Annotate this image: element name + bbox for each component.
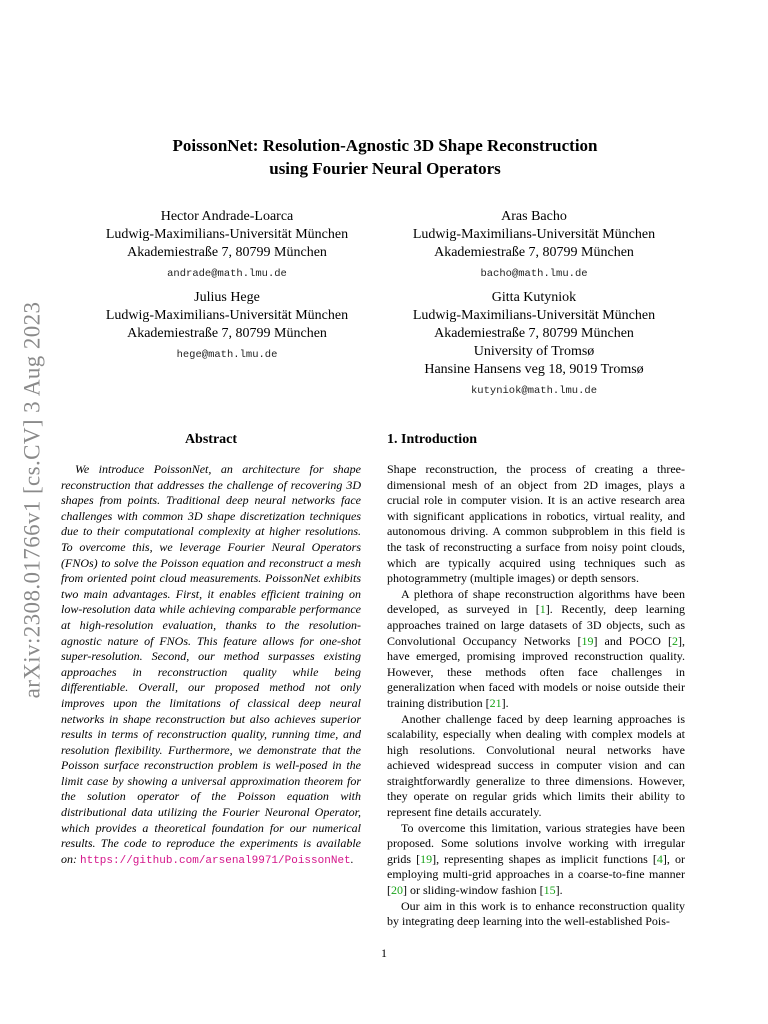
text: ]. xyxy=(501,695,509,710)
text: ], have emerged, promising improved reconstruction quality. However, these methods often face challenges in generalization when faced with models or noise outside their training distribution [ xyxy=(387,633,685,710)
author-affiliation: Ludwig-Maximilians-Universität München xyxy=(105,308,349,323)
citation-link[interactable]: 19 xyxy=(420,851,433,866)
title-line-1: PoissonNet: Resolution-Agnostic 3D Shape Reconstruction xyxy=(172,136,598,155)
citation-link[interactable]: 21 xyxy=(489,695,502,710)
text: To overcome this limitation, various strategies have been proposed. Some solutions involve working with irregular grids [ xyxy=(387,820,685,866)
intro-paragraph-4 xyxy=(387,821,685,899)
citation-link[interactable]: 15 xyxy=(543,883,556,898)
author-email[interactable]: bacho@math.lmu.de xyxy=(480,268,588,280)
text: ] or sliding-window fashion [ xyxy=(403,883,544,898)
text: ], or employing multi-grid approaches in a coarse-to-fine manner [ xyxy=(387,851,686,898)
author-address: Akademiestraße 7, 80799 München xyxy=(434,326,634,341)
abstract-text xyxy=(61,462,361,869)
author-affiliation-2: University of Tromsø xyxy=(473,344,595,359)
author-name: Julius Hege xyxy=(194,290,260,305)
intro-heading: 1. Introduction xyxy=(387,432,477,447)
author-name: Gitta Kutyniok xyxy=(491,290,577,305)
intro-paragraph-5: Our aim in this work is to enhance reconstruction quality by integrating deep learning into the well-established Pois- xyxy=(387,898,685,929)
author-address: Akademiestraße 7, 80799 München xyxy=(127,245,327,260)
author-email[interactable]: kutyniok@math.lmu.de xyxy=(470,385,598,397)
abstract-heading: Abstract xyxy=(184,432,238,447)
page-number: 1 xyxy=(381,946,387,960)
author-block xyxy=(385,208,683,283)
text: ] and POCO [ xyxy=(593,633,672,648)
text: ]. Recently, deep learning approaches trained on large datasets of 3D objects, such as Convolutional Occupancy Networks [ xyxy=(387,602,685,648)
author-email[interactable]: andrade@math.lmu.de xyxy=(167,268,287,280)
introduction-section xyxy=(387,430,685,930)
author-affiliation: Ludwig-Maximilians-Universität München xyxy=(105,227,349,242)
intro-paragraph-3: Another challenge faced by deep learning approaches is scalability, especially when dealing with complex models at high resolutions. Convolutional neural networks have achieved widespread success in computer vision and can straightforwardly generalize to three dimensions. However, they operate on regular grids which limits their ability to represent fine details accurately. xyxy=(387,711,685,820)
author-address: Akademiestraße 7, 80799 München xyxy=(434,245,634,260)
citation-link[interactable]: 4 xyxy=(656,851,663,866)
citation-link[interactable]: 2 xyxy=(672,633,678,648)
abstract-end: . xyxy=(350,851,354,866)
author-email[interactable]: hege@math.lmu.de xyxy=(176,349,278,361)
author-name: Hector Andrade-Loarca xyxy=(160,209,294,224)
author-affiliation: Ludwig-Maximilians-Universität München xyxy=(412,227,656,242)
author-affiliation: Ludwig-Maximilians-Universität München xyxy=(412,308,656,323)
author-address-2: Hansine Hansens veg 18, 9019 Tromsø xyxy=(424,362,644,377)
author-block xyxy=(385,289,683,400)
text: ]. xyxy=(555,883,563,898)
author-block xyxy=(90,208,364,283)
intro-paragraph-2 xyxy=(387,587,685,712)
citation-link[interactable]: 20 xyxy=(391,883,403,898)
abstract-body: We introduce PoissonNet, an architecture for shape reconstruction that addresses the challenge of recovering 3D shapes from points. Traditional deep neural networks face challenges with common 3D shape discretization techniques due to their computational complexity at higher resolutions. To overcome this, we leverage Fourier Neural Operators (FNOs) to solve the Poisson equation and reconstruct a mesh from oriented point cloud measurements. PoissonNet exhibits two main advantages. First, it enables efficient training on low-resolution data while achieving comparable performance at high-resolution evaluation, thanks to the resolution-agnostic nature of FNOs. This feature allows for one-shot super-resolution. Second, our method surpasses existing approaches in reconstruction quality while being differentiable. Overall, our proposed method not only improves upon the limitations of classical deep neural networks in shape reconstruction but also achieves superior results in terms of reconstruction quality, running time, and resolution flexibility. Furthermore, we demonstrate that the Poisson surface reconstruction problem is well-posed in the limit case by showing a universal approximation theorem for the solution operator of the Poisson equation with distributional data utilizing the Fourier Neuronal Operator, which provides a theoretical foundation for our numerical results. The code to reproduce the experiments is available on: xyxy=(61,462,361,866)
author-address: Akademiestraße 7, 80799 München xyxy=(127,326,327,341)
author-block xyxy=(90,289,364,364)
code-link[interactable]: https://github.com/arsenal9971/PoissonNet xyxy=(80,854,351,867)
title-line-2: using Fourier Neural Operators xyxy=(269,159,501,178)
text: A plethora of shape reconstruction algorithms have been developed, as surveyed in [ xyxy=(387,586,685,617)
arxiv-stamp xyxy=(4,270,60,730)
paper-title xyxy=(120,134,650,180)
arxiv-stamp-text: arXiv:2308.01766v1 [cs.CV] 3 Aug 2023 xyxy=(19,301,45,699)
citation-link[interactable]: 19 xyxy=(581,633,594,648)
intro-paragraph-1: Shape reconstruction, the process of creating a three-dimensional mesh of an object from 2D images, plays a crucial role in computer vision. It is an active research area with significant applications in robotics, virtual reality, and autonomous driving. A common subproblem in this field is the task of reconstructing a surface from noisy point clouds, which are typically acquired using techniques such as photogrammetry (multiple images) or depth sensors. xyxy=(387,462,685,586)
abstract-section xyxy=(61,430,361,869)
author-name: Aras Bacho xyxy=(501,209,567,224)
citation-link[interactable]: 1 xyxy=(539,602,546,617)
text: ], representing shapes as implicit functions [ xyxy=(432,851,657,866)
